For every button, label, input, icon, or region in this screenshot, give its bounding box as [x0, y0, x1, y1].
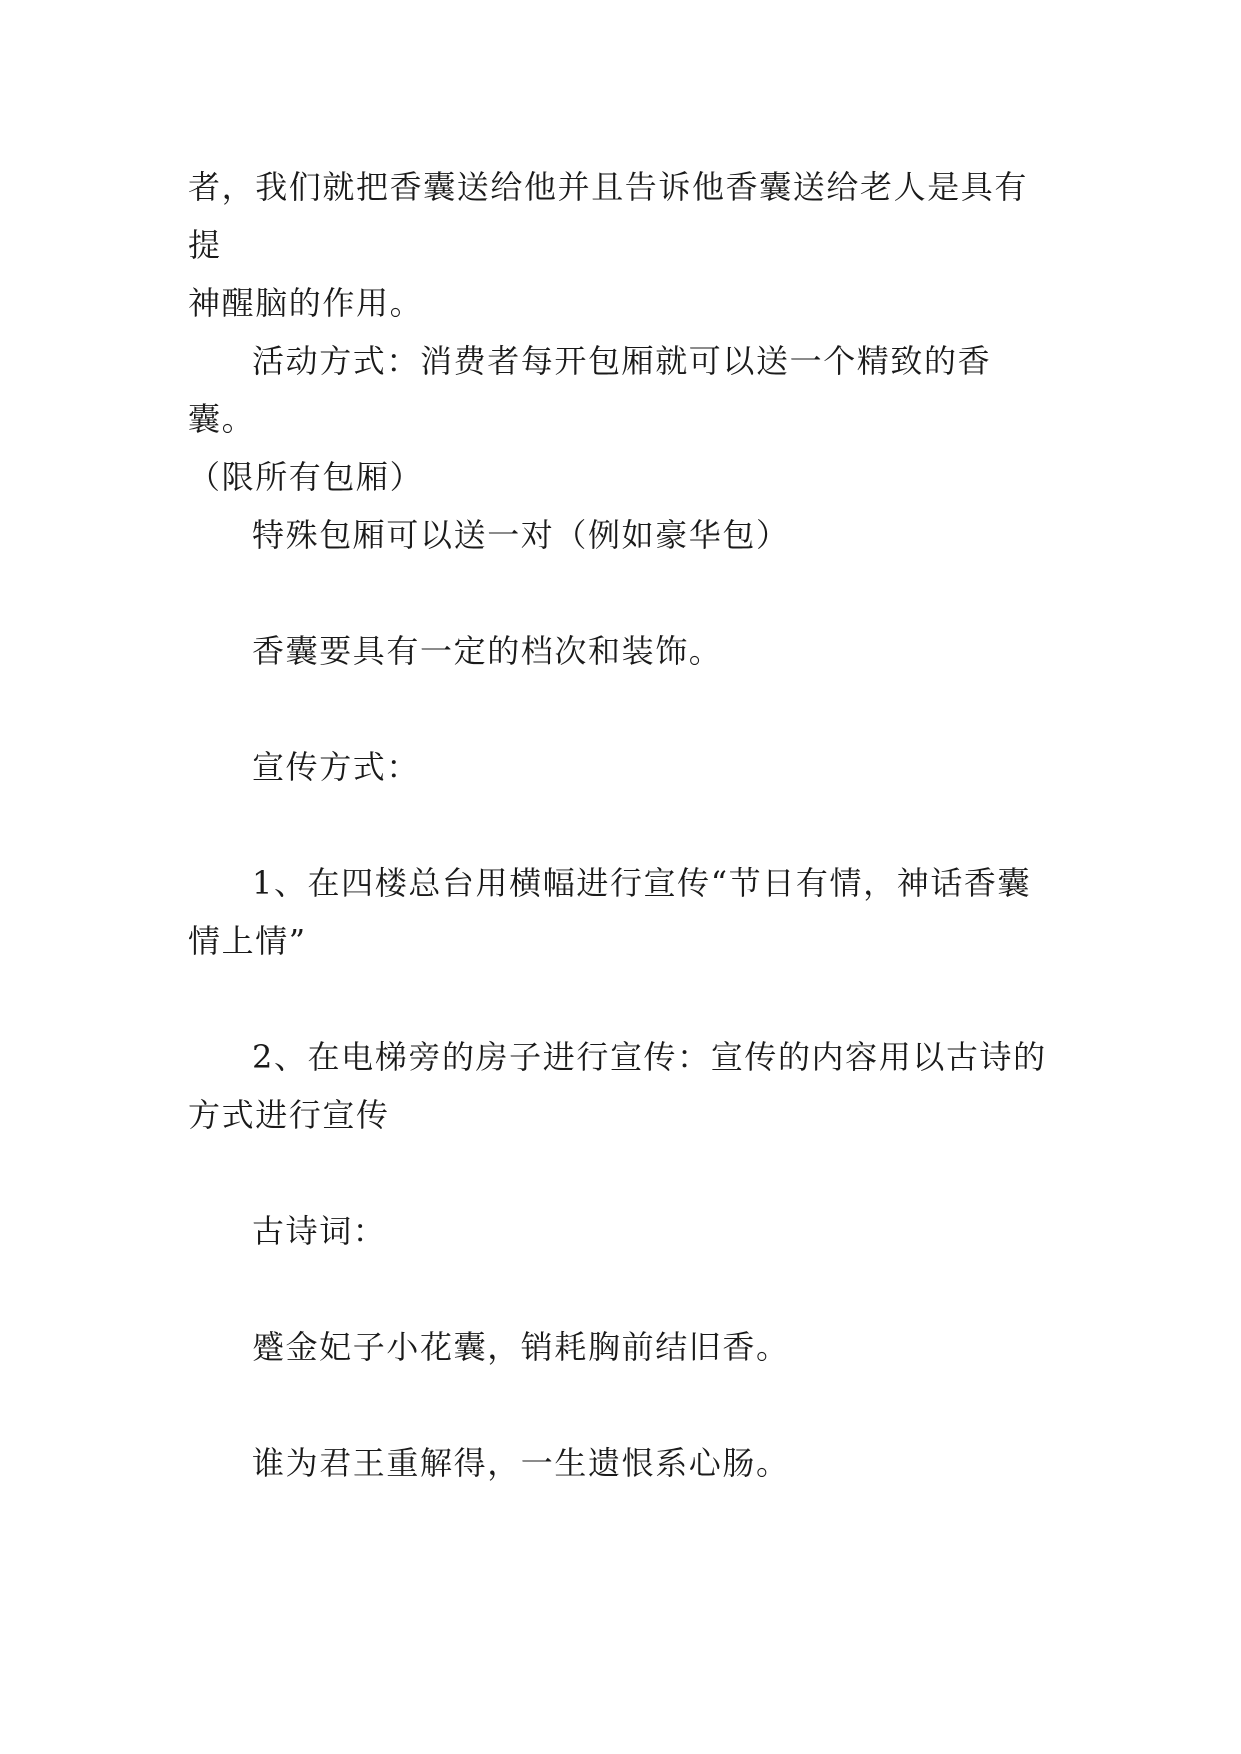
paragraph-promotion-item-2	[188, 1028, 1058, 1144]
paragraph-promotion-item-1	[188, 854, 1058, 970]
paragraph-continuation	[188, 158, 1058, 332]
text-line: 活动方式：消费者每开包厢就可以送一个精致的香囊。	[188, 342, 992, 438]
text-line: 方式进行宣传	[188, 1096, 390, 1134]
poem-line-1: 蹙金妃子小花囊，销耗胸前结旧香。	[252, 1328, 790, 1366]
paragraph-activity-method	[188, 332, 1058, 506]
text-line: 1、在四楼总台用横幅进行宣传“节日有情，神话香囊	[252, 864, 1032, 902]
text-line: 者，我们就把香囊送给他并且告诉他香囊送给老人是具有提	[188, 168, 1029, 264]
text-line: 情上情”	[188, 922, 307, 960]
poem-line-2: 谁为君王重解得，一生遗恨系心肠。	[252, 1444, 790, 1482]
text-line: （限所有包厢）	[188, 458, 424, 496]
paragraph-special-rooms: 特殊包厢可以送一对（例如豪华包）	[252, 516, 790, 554]
paragraph-promotion-heading: 宣传方式：	[252, 748, 421, 786]
text-line: 神醒脑的作用。	[188, 284, 424, 322]
paragraph-poem-heading: 古诗词：	[252, 1212, 387, 1250]
text-line: 2、在电梯旁的房子进行宣传：宣传的内容用以古诗的	[252, 1038, 1047, 1076]
paragraph-sachet-quality: 香囊要具有一定的档次和装饰。	[252, 632, 723, 670]
